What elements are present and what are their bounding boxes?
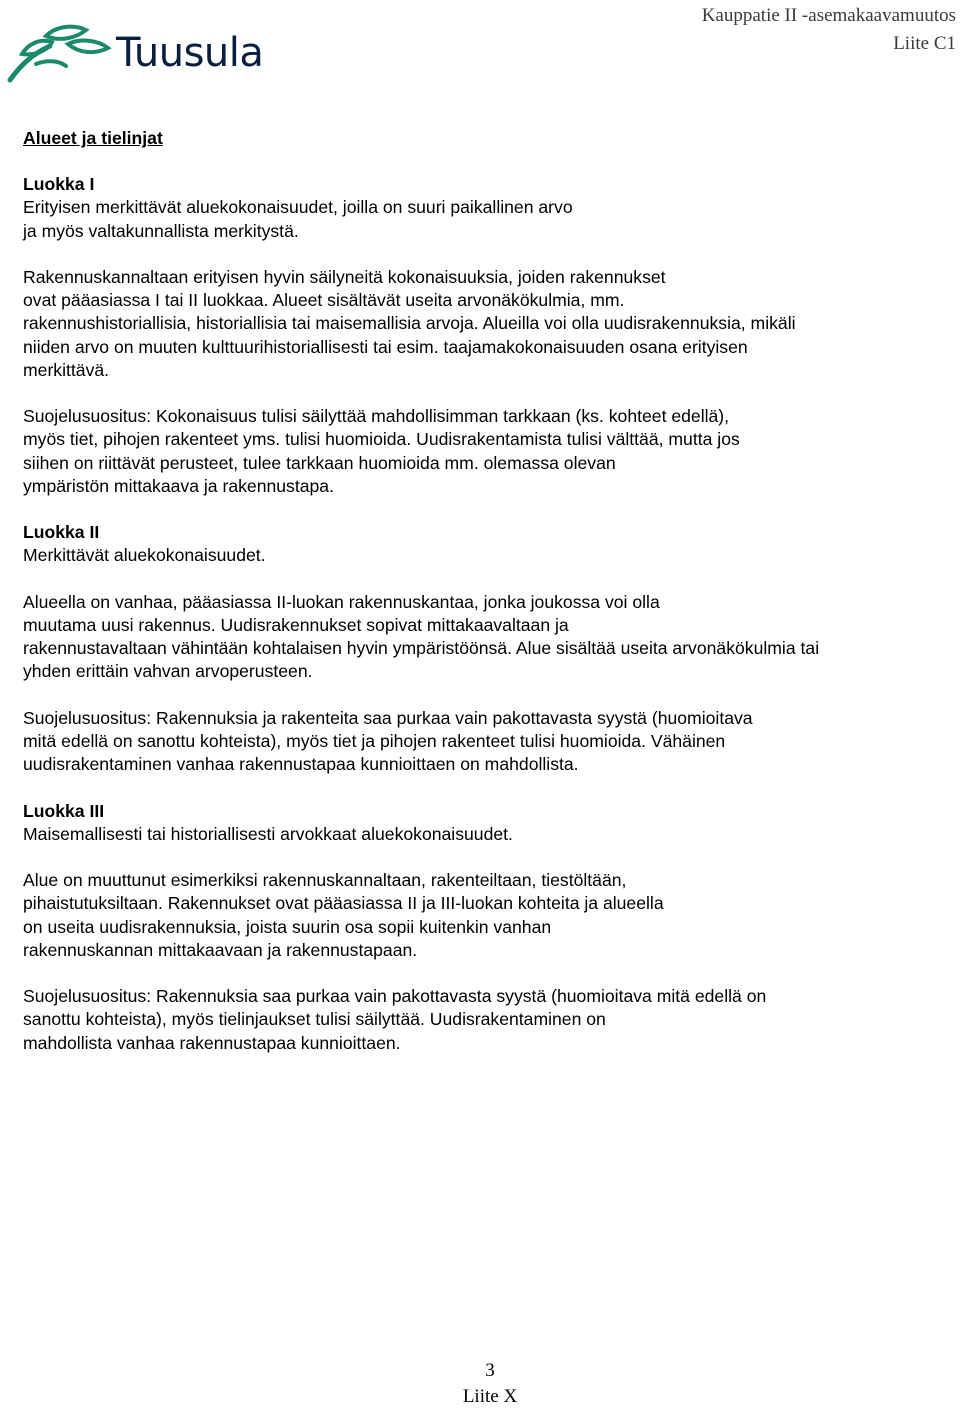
class-recommendation-line: myös tiet, pihojen rakenteet yms. tulisi huomioida. Uudisrakentamista tulisi välttää, mutta jos xyxy=(23,429,740,450)
appendix-label: Liite C1 xyxy=(893,33,956,54)
page-footer xyxy=(0,1358,960,1410)
class-description-line: Alue on muuttunut esimerkiksi rakennuskannaltaan, rakenteiltaan, tiestöltään, xyxy=(23,870,627,891)
section-title: Alueet ja tielinjat xyxy=(23,128,163,148)
leaf-icon xyxy=(6,24,116,84)
class-recommendation-line: Suojelusuositus: Kokonaisuus tulisi säilyttää mahdollisimman tarkkaan (ks. kohteet edellä), xyxy=(23,406,730,427)
class-description-line: rakennushistoriallisia, historiallisia tai maisemallisia arvoja. Alueilla voi olla uudisrakennuksia, mikäli xyxy=(23,313,796,334)
class-recommendation-line: Suojelusuositus: Rakennuksia ja rakenteita saa purkaa vain pakottavasta syystä (huomioitava xyxy=(23,707,753,728)
class-description-line: Alueella on vanhaa, pääasiassa II-luokan rakennuskantaa, jonka joukossa voi olla xyxy=(23,591,660,612)
page-number: 3 xyxy=(485,1360,495,1381)
class-heading: Luokka I xyxy=(23,174,95,195)
class-description-line: pihaistutuksiltaan. Rakennukset ovat pääasiassa II ja III-luokan kohteita ja alueella xyxy=(23,893,664,914)
class-description-line: muutama uusi rakennus. Uudisrakennukset sopivat mittakaavaltaan ja xyxy=(23,615,569,635)
class-heading: Luokka III xyxy=(23,800,105,821)
class-description-line: rakennuskannan mittakaavaan ja rakennustapaan. xyxy=(23,939,418,960)
class-description-line: merkittävä. xyxy=(23,359,110,380)
class-summary-line: Merkittävät aluekokonaisuudet. xyxy=(23,545,266,566)
class-recommendation-line: siihen on riittävät perusteet, tulee tarkkaan huomioida mm. olemassa olevan xyxy=(23,452,616,473)
class-description-line: ovat pääasiassa I tai II luokkaa. Alueet sisältävät useita arvonäkökulmia, mm. xyxy=(23,290,625,311)
class-recommendation-line: uudisrakentaminen vanhaa rakennustapaa kunnioittaen on mahdollista. xyxy=(23,754,579,775)
document-header xyxy=(702,2,956,58)
class-description-line: yhden erittäin vahvan arvoperusteen. xyxy=(23,661,313,682)
class-recommendation-line: sanottu kohteista), myös tielinjaukset tulisi säilyttää. Uudisrakentaminen on xyxy=(23,1009,606,1030)
logo-wordmark: Tuusula xyxy=(116,30,264,76)
class-recommendation-line: ympäristön mittakaava ja rakennustapa. xyxy=(23,475,334,496)
footer-label: Liite X xyxy=(462,1386,518,1407)
document-title: Kauppatie II -asemakaavamuutos xyxy=(701,5,956,26)
tuusula-logo xyxy=(6,24,286,84)
class-description-line: rakennustavaltaan vähintään kohtalaisen hyvin ympäristöönsä. Alue sisältää useita arvonäkökulmia tai xyxy=(23,638,820,659)
document-body xyxy=(23,127,953,1055)
class-description-line: niiden arvo on muuten kulttuurihistoriallisesti tai esim. taajamakokonaisuuden osana erityisen xyxy=(23,336,748,357)
class-summary-line: ja myös valtakunnallista merkitystä. xyxy=(23,220,299,241)
class-summary-line: Erityisen merkittävät aluekokonaisuudet, joilla on suuri paikallinen arvo xyxy=(23,197,573,218)
class-summary-line: Maisemallisesti tai historiallisesti arvokkaat aluekokonaisuudet. xyxy=(23,823,513,844)
class-recommendation-line: Suojelusuositus: Rakennuksia saa purkaa vain pakottavasta syystä (huomioitava mitä edellä on xyxy=(23,986,767,1007)
class-recommendation-line: mahdollista vanhaa rakennustapaa kunnioittaen. xyxy=(23,1032,401,1053)
class-recommendation-line: mitä edellä on sanottu kohteista), myös tiet ja pihojen rakenteet tulisi huomioida. Vähäinen xyxy=(23,731,726,751)
class-description-line: Rakennuskannaltaan erityisen hyvin säilyneitä kokonaisuuksia, joiden rakennukset xyxy=(23,267,666,287)
class-heading: Luokka II xyxy=(23,522,100,543)
class-description-line: on useita uudisrakennuksia, joista suurin osa sopii kuitenkin vanhan xyxy=(23,916,552,937)
